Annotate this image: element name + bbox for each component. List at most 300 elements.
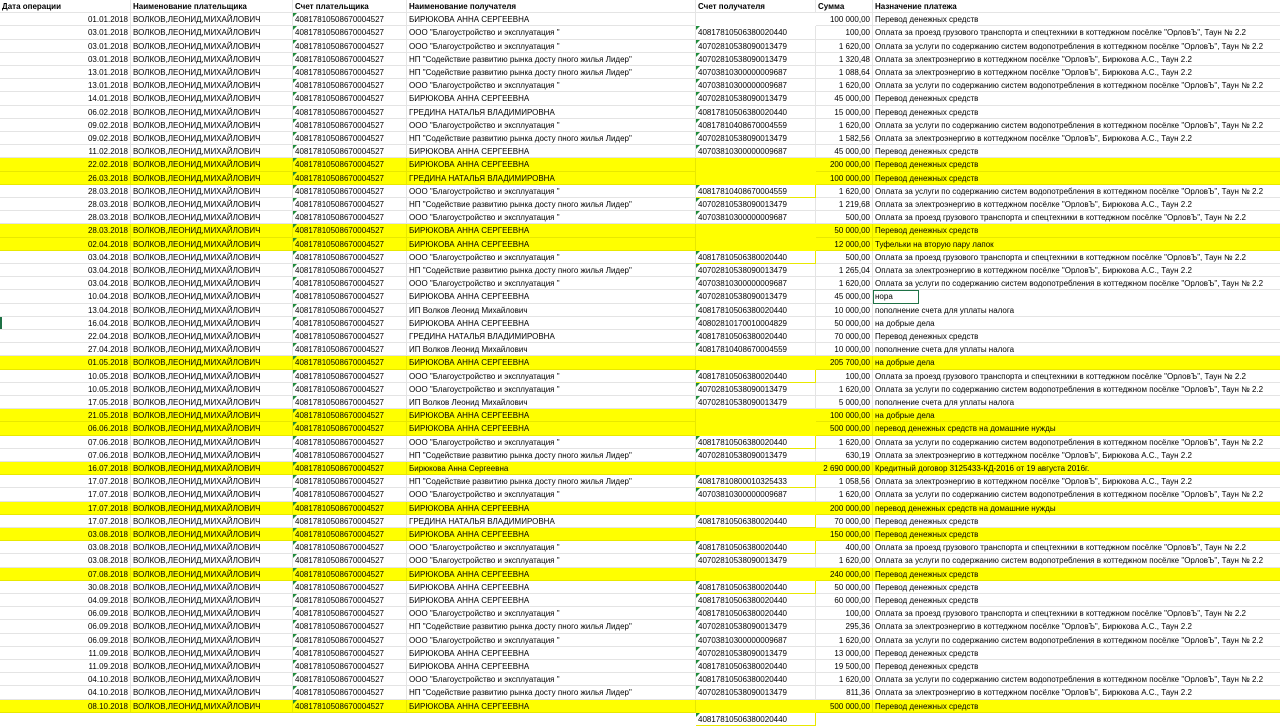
date-cell[interactable]: 01.01.2018 <box>0 13 131 26</box>
payer-name-cell[interactable]: ВОЛКОВ,ЛЕОНИД,МИХАЙЛОВИЧ <box>131 106 293 119</box>
payer-account-cell[interactable]: 40817810508670004527 <box>293 634 407 647</box>
amount-cell[interactable]: 500,00 <box>816 211 873 224</box>
payer-account-cell[interactable]: 40817810508670004527 <box>293 343 407 356</box>
payer-name-cell[interactable]: ВОЛКОВ,ЛЕОНИД,МИХАЙЛОВИЧ <box>131 370 293 383</box>
date-cell[interactable]: 13.01.2018 <box>0 66 131 79</box>
payer-name-cell[interactable]: ВОЛКОВ,ЛЕОНИД,МИХАЙЛОВИЧ <box>131 251 293 264</box>
recipient-account-cell[interactable]: 40702810538090013479 <box>696 290 816 303</box>
payer-name-cell[interactable]: ВОЛКОВ,ЛЕОНИД,МИХАЙЛОВИЧ <box>131 132 293 145</box>
recipient-account-cell[interactable]: 40817810506380020440 <box>696 660 816 673</box>
date-cell[interactable]: 08.10.2018 <box>0 700 131 713</box>
purpose-cell[interactable]: на добрые дела <box>873 409 1280 422</box>
payer-name-cell[interactable]: ВОЛКОВ,ЛЕОНИД,МИХАЙЛОВИЧ <box>131 343 293 356</box>
header-date[interactable]: Дата операции <box>0 0 131 13</box>
recipient-account-cell[interactable]: 40817810506380020440 <box>696 673 816 686</box>
header-amount[interactable]: Сумма <box>816 0 873 13</box>
amount-cell[interactable]: 500 000,00 <box>816 422 873 435</box>
recipient-name-cell[interactable]: НП "Содействие развитию рынка досту пного жилья Лидер" <box>407 53 696 66</box>
amount-cell[interactable]: 10 000,00 <box>816 304 873 317</box>
amount-cell[interactable]: 1 620,00 <box>816 673 873 686</box>
date-cell[interactable]: 03.01.2018 <box>0 26 131 39</box>
payer-name-cell[interactable]: ВОЛКОВ,ЛЕОНИД,МИХАЙЛОВИЧ <box>131 581 293 594</box>
recipient-name-cell[interactable]: ООО "Благоустройство и эксплуатация " <box>407 119 696 132</box>
recipient-name-cell[interactable]: НП "Содействие развитию рынка досту пного жилья Лидер" <box>407 620 696 633</box>
recipient-account-cell[interactable]: 40817810408670004559 <box>696 343 816 356</box>
recipient-account-cell[interactable]: 40817810506380020440 <box>696 370 816 383</box>
recipient-account-cell[interactable]: 40702810538090013479 <box>696 40 816 53</box>
amount-cell[interactable]: 1 620,00 <box>816 277 873 290</box>
amount-cell[interactable]: 1 620,00 <box>816 185 873 198</box>
amount-cell[interactable]: 1 620,00 <box>816 383 873 396</box>
recipient-account-cell[interactable]: 40817810800010325433 <box>696 475 816 488</box>
date-cell[interactable]: 03.08.2018 <box>0 528 131 541</box>
purpose-cell[interactable]: Оплата за проезд грузового транспорта и спецтехники в коттеджном посёлке "ОрловЪ", Таун № 2.2 <box>873 541 1280 554</box>
payer-account-cell[interactable]: 40817810508670004527 <box>293 462 407 475</box>
payer-name-cell[interactable]: ВОЛКОВ,ЛЕОНИД,МИХАЙЛОВИЧ <box>131 475 293 488</box>
recipient-name-cell[interactable]: ГРЕДИНА НАТАЛЬЯ ВЛАДИМИРОВНА <box>407 515 696 528</box>
recipient-name-cell[interactable]: НП "Содействие развитию рынка досту пного жилья Лидер" <box>407 198 696 211</box>
recipient-name-cell[interactable]: БИРЮКОВА АННА СЕРГЕЕВНА <box>407 356 696 369</box>
payer-name-cell[interactable]: ВОЛКОВ,ЛЕОНИД,МИХАЙЛОВИЧ <box>131 383 293 396</box>
recipient-name-cell[interactable]: ООО "Благоустройство и эксплуатация " <box>407 370 696 383</box>
purpose-cell[interactable]: пополнение счета для уплаты налога <box>873 343 1280 356</box>
payer-account-cell[interactable]: 40817810508670004527 <box>293 436 407 449</box>
payer-account-cell[interactable]: 40817810508670004527 <box>293 304 407 317</box>
payer-account-cell[interactable]: 40817810508670004527 <box>293 172 407 185</box>
payer-account-cell[interactable]: 40817810508670004527 <box>293 528 407 541</box>
purpose-cell[interactable]: Перевод денежных средств <box>873 647 1280 660</box>
amount-cell[interactable]: 100,00 <box>816 607 873 620</box>
payer-name-cell[interactable]: ВОЛКОВ,ЛЕОНИД,МИХАЙЛОВИЧ <box>131 277 293 290</box>
amount-cell[interactable]: 100 000,00 <box>816 13 873 26</box>
amount-cell[interactable]: 1 620,00 <box>816 119 873 132</box>
payer-account-cell[interactable]: 40817810508670004527 <box>293 198 407 211</box>
date-cell[interactable]: 13.01.2018 <box>0 79 131 92</box>
purpose-cell[interactable]: Оплата за электроэнергию в коттеджном посёлке "ОрловЪ", Бирюкова А.С., Таун 2.2 <box>873 449 1280 462</box>
recipient-name-cell[interactable]: БИРЮКОВА АННА СЕРГЕЕВНА <box>407 581 696 594</box>
purpose-cell[interactable]: Оплата за электроэнергию в коттеджном посёлке "ОрловЪ", Бирюкова А.С., Таун 2.2 <box>873 686 1280 699</box>
recipient-name-cell[interactable]: БИРЮКОВА АННА СЕРГЕЕВНА <box>407 660 696 673</box>
payer-account-cell[interactable]: 40817810508670004527 <box>293 647 407 660</box>
date-cell[interactable]: 04.10.2018 <box>0 686 131 699</box>
recipient-account-cell[interactable]: 40817810506380020440 <box>696 607 816 620</box>
purpose-cell[interactable]: Перевод денежных средств <box>873 92 1280 105</box>
date-cell[interactable]: 06.09.2018 <box>0 634 131 647</box>
payer-account-cell[interactable]: 40817810508670004527 <box>293 356 407 369</box>
purpose-cell[interactable]: Перевод денежных средств <box>873 224 1280 237</box>
amount-cell[interactable]: 400,00 <box>816 541 873 554</box>
recipient-name-cell[interactable]: БИРЮКОВА АННА СЕРГЕЕВНА <box>407 92 696 105</box>
payer-account-cell[interactable]: 40817810508670004527 <box>293 79 407 92</box>
recipient-account-cell[interactable]: 40702810538090013479 <box>696 449 816 462</box>
payer-name-cell[interactable]: ВОЛКОВ,ЛЕОНИД,МИХАЙЛОВИЧ <box>131 26 293 39</box>
purpose-cell[interactable]: Перевод денежных средств <box>873 515 1280 528</box>
recipient-name-cell[interactable]: ООО "Благоустройство и эксплуатация " <box>407 185 696 198</box>
payer-account-cell[interactable]: 40817810508670004527 <box>293 700 407 713</box>
recipient-account-cell[interactable]: 40702810538090013479 <box>696 554 816 567</box>
purpose-cell[interactable]: Перевод денежных средств <box>873 145 1280 158</box>
date-cell[interactable]: 09.02.2018 <box>0 132 131 145</box>
purpose-cell[interactable]: Оплата за электроэнергию в коттеджном посёлке "ОрловЪ", Бирюкова А.С., Таун 2.2 <box>873 132 1280 145</box>
recipient-account-cell[interactable]: 40703810300000009687 <box>696 79 816 92</box>
amount-cell[interactable]: 1 620,00 <box>816 79 873 92</box>
payer-name-cell[interactable]: ВОЛКОВ,ЛЕОНИД,МИХАЙЛОВИЧ <box>131 330 293 343</box>
date-cell[interactable]: 10.05.2018 <box>0 370 131 383</box>
payer-name-cell[interactable]: ВОЛКОВ,ЛЕОНИД,МИХАЙЛОВИЧ <box>131 515 293 528</box>
purpose-cell[interactable]: пополнение счета для уплаты налога <box>873 304 1280 317</box>
recipient-account-cell[interactable]: 40817810506380020440 <box>696 106 816 119</box>
payer-name-cell[interactable]: ВОЛКОВ,ЛЕОНИД,МИХАЙЛОВИЧ <box>131 119 293 132</box>
amount-cell[interactable]: 2 690 000,00 <box>816 462 873 475</box>
date-cell[interactable]: 11.09.2018 <box>0 660 131 673</box>
date-cell[interactable]: 03.04.2018 <box>0 264 131 277</box>
recipient-name-cell[interactable]: БИРЮКОВА АННА СЕРГЕЕВНА <box>407 409 696 422</box>
payer-account-cell[interactable]: 40817810508670004527 <box>293 224 407 237</box>
recipient-account-cell[interactable]: 40702810538090013479 <box>696 396 816 409</box>
recipient-name-cell[interactable]: НП "Содействие развитию рынка досту пного жилья Лидер" <box>407 686 696 699</box>
recipient-name-cell[interactable]: БИРЮКОВА АННА СЕРГЕЕВНА <box>407 700 696 713</box>
recipient-account-cell[interactable]: 40702810538090013479 <box>696 198 816 211</box>
payer-name-cell[interactable]: ВОЛКОВ,ЛЕОНИД,МИХАЙЛОВИЧ <box>131 172 293 185</box>
header-purpose[interactable]: Назначение платежа <box>873 0 1280 13</box>
date-cell[interactable]: 13.04.2018 <box>0 304 131 317</box>
payer-name-cell[interactable]: ВОЛКОВ,ЛЕОНИД,МИХАЙЛОВИЧ <box>131 647 293 660</box>
recipient-name-cell[interactable]: НП "Содействие развитию рынка досту пного жилья Лидер" <box>407 264 696 277</box>
payer-name-cell[interactable]: ВОЛКОВ,ЛЕОНИД,МИХАЙЛОВИЧ <box>131 568 293 581</box>
purpose-cell[interactable]: Оплата за услуги по содержанию систем водопотребления в коттеджном посёлке "ОрловЪ", Таун № 2.2 <box>873 383 1280 396</box>
payer-account-cell[interactable]: 40817810508670004527 <box>293 132 407 145</box>
payer-name-cell[interactable]: ВОЛКОВ,ЛЕОНИД,МИХАЙЛОВИЧ <box>131 436 293 449</box>
recipient-name-cell[interactable]: ООО "Благоустройство и эксплуатация " <box>407 26 696 39</box>
date-cell[interactable]: 26.03.2018 <box>0 172 131 185</box>
recipient-name-cell[interactable]: ООО "Благоустройство и эксплуатация " <box>407 554 696 567</box>
amount-cell[interactable]: 150 000,00 <box>816 528 873 541</box>
purpose-cell[interactable]: Оплата за электроэнергию в коттеджном посёлке "ОрловЪ", Бирюкова А.С., Таун 2.2 <box>873 620 1280 633</box>
payer-account-cell[interactable]: 40817810508670004527 <box>293 370 407 383</box>
recipient-account-cell[interactable]: 40702810538090013479 <box>696 647 816 660</box>
recipient-name-cell[interactable]: БИРЮКОВА АННА СЕРГЕЕВНА <box>407 224 696 237</box>
purpose-cell[interactable]: Оплата за услуги по содержанию систем водопотребления в коттеджном посёлке "ОрловЪ", Таун № 2.2 <box>873 185 1280 198</box>
recipient-account-cell[interactable]: 40817810506380020440 <box>696 581 816 594</box>
recipient-account-cell[interactable]: 40702810538090013479 <box>696 53 816 66</box>
recipient-name-cell[interactable]: ООО "Благоустройство и эксплуатация " <box>407 541 696 554</box>
payer-name-cell[interactable]: ВОЛКОВ,ЛЕОНИД,МИХАЙЛОВИЧ <box>131 541 293 554</box>
payer-account-cell[interactable]: 40817810508670004527 <box>293 488 407 501</box>
purpose-cell[interactable]: Оплата за проезд грузового транспорта и спецтехники в коттеджном посёлке "ОрловЪ", Таун № 2.2 <box>873 211 1280 224</box>
recipient-name-cell[interactable]: ООО "Благоустройство и эксплуатация " <box>407 607 696 620</box>
payer-account-cell[interactable]: 40817810508670004527 <box>293 251 407 264</box>
selected-cell[interactable]: нора <box>873 290 919 303</box>
recipient-name-cell[interactable]: НП "Содействие развитию рынка досту пного жилья Лидер" <box>407 475 696 488</box>
payer-name-cell[interactable]: ВОЛКОВ,ЛЕОНИД,МИХАЙЛОВИЧ <box>131 238 293 251</box>
recipient-account-cell[interactable]: 40703810300000009687 <box>696 634 816 647</box>
recipient-account-cell[interactable]: 40702810538090013479 <box>696 264 816 277</box>
amount-cell[interactable]: 100,00 <box>816 26 873 39</box>
recipient-account-cell[interactable]: 40703810300000009687 <box>696 488 816 501</box>
payer-name-cell[interactable]: ВОЛКОВ,ЛЕОНИД,МИХАЙЛОВИЧ <box>131 607 293 620</box>
date-cell[interactable]: 14.01.2018 <box>0 92 131 105</box>
header-payer-name[interactable]: Наименование плательщика <box>131 0 293 13</box>
purpose-cell[interactable]: перевод денежных средств на домашние нужды <box>873 422 1280 435</box>
amount-cell[interactable]: 70 000,00 <box>816 330 873 343</box>
purpose-cell[interactable]: Оплата за услуги по содержанию систем водопотребления в коттеджном посёлке "ОрловЪ", Таун № 2.2 <box>873 488 1280 501</box>
recipient-account-cell[interactable]: 40702810538090013479 <box>696 92 816 105</box>
payer-name-cell[interactable]: ВОЛКОВ,ЛЕОНИД,МИХАЙЛОВИЧ <box>131 620 293 633</box>
purpose-cell[interactable]: Оплата за услуги по содержанию систем водопотребления в коттеджном посёлке "ОрловЪ", Таун № 2.2 <box>873 673 1280 686</box>
payer-name-cell[interactable]: ВОЛКОВ,ЛЕОНИД,МИХАЙЛОВИЧ <box>131 356 293 369</box>
payer-account-cell[interactable]: 40817810508670004527 <box>293 119 407 132</box>
recipient-account-cell[interactable]: 40817810506380020440 <box>696 304 816 317</box>
recipient-name-cell[interactable]: БИРЮКОВА АННА СЕРГЕЕВНА <box>407 290 696 303</box>
payer-account-cell[interactable]: 40817810508670004527 <box>293 660 407 673</box>
amount-cell[interactable]: 1 620,00 <box>816 40 873 53</box>
date-cell[interactable]: 06.09.2018 <box>0 607 131 620</box>
amount-cell[interactable]: 1 058,56 <box>816 475 873 488</box>
purpose-cell[interactable]: Перевод денежных средств <box>873 172 1280 185</box>
purpose-cell[interactable]: Оплата за услуги по содержанию систем водопотребления в коттеджном посёлке "ОрловЪ", Таун № 2.2 <box>873 436 1280 449</box>
purpose-cell[interactable]: Перевод денежных средств <box>873 568 1280 581</box>
payer-name-cell[interactable]: ВОЛКОВ,ЛЕОНИД,МИХАЙЛОВИЧ <box>131 449 293 462</box>
date-cell[interactable]: 22.02.2018 <box>0 158 131 171</box>
payer-name-cell[interactable]: ВОЛКОВ,ЛЕОНИД,МИХАЙЛОВИЧ <box>131 53 293 66</box>
payer-name-cell[interactable]: ВОЛКОВ,ЛЕОНИД,МИХАЙЛОВИЧ <box>131 502 293 515</box>
recipient-account-cell[interactable]: 40817810408670004559 <box>696 185 816 198</box>
date-cell[interactable]: 10.05.2018 <box>0 383 131 396</box>
purpose-cell[interactable]: Перевод денежных средств <box>873 330 1280 343</box>
date-cell[interactable]: 27.04.2018 <box>0 343 131 356</box>
amount-cell[interactable]: 1 620,00 <box>816 488 873 501</box>
payer-account-cell[interactable]: 40817810508670004527 <box>293 686 407 699</box>
payer-name-cell[interactable]: ВОЛКОВ,ЛЕОНИД,МИХАЙЛОВИЧ <box>131 145 293 158</box>
date-cell[interactable]: 07.06.2018 <box>0 436 131 449</box>
recipient-account-cell[interactable]: 40817810506380020440 <box>696 594 816 607</box>
recipient-account-cell[interactable]: 40802810170010004829 <box>696 317 816 330</box>
amount-cell[interactable]: 1 620,00 <box>816 634 873 647</box>
payer-account-cell[interactable]: 40817810508670004527 <box>293 277 407 290</box>
date-cell[interactable]: 02.04.2018 <box>0 238 131 251</box>
purpose-cell[interactable]: Оплата за проезд грузового транспорта и спецтехники в коттеджном посёлке "ОрловЪ", Таун № 2.2 <box>873 607 1280 620</box>
recipient-name-cell[interactable]: ООО "Благоустройство и эксплуатация " <box>407 211 696 224</box>
recipient-name-cell[interactable]: ООО "Благоустройство и эксплуатация " <box>407 251 696 264</box>
amount-cell[interactable]: 45 000,00 <box>816 290 873 303</box>
amount-cell[interactable]: 500 000,00 <box>816 700 873 713</box>
date-cell[interactable]: 03.04.2018 <box>0 251 131 264</box>
amount-cell[interactable]: 13 000,00 <box>816 647 873 660</box>
payer-name-cell[interactable]: ВОЛКОВ,ЛЕОНИД,МИХАЙЛОВИЧ <box>131 290 293 303</box>
payer-name-cell[interactable]: ВОЛКОВ,ЛЕОНИД,МИХАЙЛОВИЧ <box>131 304 293 317</box>
date-cell[interactable]: 03.01.2018 <box>0 53 131 66</box>
recipient-name-cell[interactable]: ООО "Благоустройство и эксплуатация " <box>407 634 696 647</box>
date-cell[interactable]: 17.07.2018 <box>0 475 131 488</box>
recipient-name-cell[interactable]: ООО "Благоустройство и эксплуатация " <box>407 673 696 686</box>
amount-cell[interactable]: 5 000,00 <box>816 396 873 409</box>
payer-account-cell[interactable]: 40817810508670004527 <box>293 66 407 79</box>
amount-cell[interactable]: 100,00 <box>816 370 873 383</box>
purpose-cell[interactable]: Оплата за электроэнергию в коттеджном посёлке "ОрловЪ", Бирюкова А.С., Таун 2.2 <box>873 198 1280 211</box>
payer-name-cell[interactable]: ВОЛКОВ,ЛЕОНИД,МИХАЙЛОВИЧ <box>131 317 293 330</box>
date-cell[interactable]: 03.01.2018 <box>0 40 131 53</box>
payer-name-cell[interactable]: ВОЛКОВ,ЛЕОНИД,МИХАЙЛОВИЧ <box>131 634 293 647</box>
recipient-account-cell[interactable]: 40817810506380020440 <box>696 26 816 39</box>
date-cell[interactable]: 09.02.2018 <box>0 119 131 132</box>
payer-account-cell[interactable]: 40817810508670004527 <box>293 541 407 554</box>
recipient-name-cell[interactable]: ГРЕДИНА НАТАЛЬЯ ВЛАДИМИРОВНА <box>407 330 696 343</box>
amount-cell[interactable]: 45 000,00 <box>816 92 873 105</box>
payer-account-cell[interactable]: 40817810508670004527 <box>293 317 407 330</box>
amount-cell[interactable]: 205 700,00 <box>816 356 873 369</box>
purpose-cell[interactable]: Перевод денежных средств <box>873 581 1280 594</box>
recipient-name-cell[interactable]: БИРЮКОВА АННА СЕРГЕЕВНА <box>407 594 696 607</box>
recipient-account-cell[interactable]: 40703810300000009687 <box>696 145 816 158</box>
date-cell[interactable]: 06.06.2018 <box>0 422 131 435</box>
date-cell[interactable]: 10.04.2018 <box>0 290 131 303</box>
purpose-cell[interactable]: Кредитный договор 3125433-КД-2016 от 19 августа 2016г. <box>873 462 1280 475</box>
payer-account-cell[interactable]: 40817810508670004527 <box>293 515 407 528</box>
payer-name-cell[interactable]: ВОЛКОВ,ЛЕОНИД,МИХАЙЛОВИЧ <box>131 554 293 567</box>
recipient-account-cell[interactable]: 40817810506380020440 <box>696 515 816 528</box>
amount-cell[interactable]: 811,36 <box>816 686 873 699</box>
amount-cell[interactable]: 240 000,00 <box>816 568 873 581</box>
payer-account-cell[interactable]: 40817810508670004527 <box>293 92 407 105</box>
date-cell[interactable]: 03.04.2018 <box>0 277 131 290</box>
purpose-cell[interactable]: Оплата за услуги по содержанию систем водопотребления в коттеджном посёлке "ОрловЪ", Таун № 2.2 <box>873 634 1280 647</box>
payer-name-cell[interactable]: ВОЛКОВ,ЛЕОНИД,МИХАЙЛОВИЧ <box>131 40 293 53</box>
date-cell[interactable]: 07.06.2018 <box>0 449 131 462</box>
date-cell[interactable]: 03.08.2018 <box>0 554 131 567</box>
purpose-cell[interactable]: Оплата за услуги по содержанию систем водопотребления в коттеджном посёлке "ОрловЪ", Таун № 2.2 <box>873 79 1280 92</box>
recipient-name-cell[interactable]: ООО "Благоустройство и эксплуатация " <box>407 79 696 92</box>
amount-cell[interactable]: 200 000,00 <box>816 502 873 515</box>
amount-cell[interactable]: 100 000,00 <box>816 172 873 185</box>
recipient-name-cell[interactable]: ООО "Благоустройство и эксплуатация " <box>407 277 696 290</box>
purpose-cell[interactable]: Перевод денежных средств <box>873 528 1280 541</box>
payer-account-cell[interactable]: 40817810508670004527 <box>293 502 407 515</box>
purpose-cell[interactable]: Перевод денежных средств <box>873 158 1280 171</box>
purpose-cell[interactable]: Оплата за электроэнергию в коттеджном посёлке "ОрловЪ", Бирюкова А.С., Таун 2.2 <box>873 475 1280 488</box>
recipient-name-cell[interactable]: ООО "Благоустройство и эксплуатация " <box>407 383 696 396</box>
payer-name-cell[interactable]: ВОЛКОВ,ЛЕОНИД,МИХАЙЛОВИЧ <box>131 198 293 211</box>
payer-account-cell[interactable]: 40817810508670004527 <box>293 620 407 633</box>
payer-account-cell[interactable]: 40817810508670004527 <box>293 594 407 607</box>
payer-account-cell[interactable]: 40817810508670004527 <box>293 26 407 39</box>
purpose-cell[interactable]: на добрые дела <box>873 356 1280 369</box>
purpose-cell[interactable]: пополнение счета для уплаты налога <box>873 396 1280 409</box>
purpose-cell[interactable]: Перевод денежных средств <box>873 13 1280 26</box>
date-cell[interactable]: 22.04.2018 <box>0 330 131 343</box>
payer-account-cell[interactable]: 40817810508670004527 <box>293 673 407 686</box>
date-cell[interactable]: 06.09.2018 <box>0 620 131 633</box>
recipient-account-cell[interactable]: 40702810538090013479 <box>696 132 816 145</box>
payer-name-cell[interactable]: ВОЛКОВ,ЛЕОНИД,МИХАЙЛОВИЧ <box>131 92 293 105</box>
purpose-cell[interactable]: Перевод денежных средств <box>873 660 1280 673</box>
date-cell[interactable]: 17.07.2018 <box>0 502 131 515</box>
payer-account-cell[interactable]: 40817810508670004527 <box>293 53 407 66</box>
payer-name-cell[interactable]: ВОЛКОВ,ЛЕОНИД,МИХАЙЛОВИЧ <box>131 528 293 541</box>
payer-account-cell[interactable]: 40817810508670004527 <box>293 211 407 224</box>
recipient-name-cell[interactable]: ООО "Благоустройство и эксплуатация " <box>407 40 696 53</box>
recipient-account-cell[interactable]: 40702810538090013479 <box>696 620 816 633</box>
amount-cell[interactable]: 1 088,64 <box>816 66 873 79</box>
recipient-account-cell[interactable]: 40817810506380020440 <box>696 330 816 343</box>
date-cell[interactable]: 04.10.2018 <box>0 673 131 686</box>
payer-name-cell[interactable]: ВОЛКОВ,ЛЕОНИД,МИХАЙЛОВИЧ <box>131 422 293 435</box>
payer-name-cell[interactable]: ВОЛКОВ,ЛЕОНИД,МИХАЙЛОВИЧ <box>131 660 293 673</box>
recipient-account-cell[interactable]: 40703810300000009687 <box>696 277 816 290</box>
payer-name-cell[interactable]: ВОЛКОВ,ЛЕОНИД,МИХАЙЛОВИЧ <box>131 13 293 26</box>
purpose-cell[interactable]: Перевод денежных средств <box>873 594 1280 607</box>
payer-account-cell[interactable]: 40817810508670004527 <box>293 185 407 198</box>
amount-cell[interactable]: 1 582,56 <box>816 132 873 145</box>
recipient-name-cell[interactable]: БИРЮКОВА АННА СЕРГЕЕВНА <box>407 158 696 171</box>
payer-name-cell[interactable]: ВОЛКОВ,ЛЕОНИД,МИХАЙЛОВИЧ <box>131 488 293 501</box>
payer-name-cell[interactable]: ВОЛКОВ,ЛЕОНИД,МИХАЙЛОВИЧ <box>131 79 293 92</box>
purpose-cell[interactable]: Оплата за услуги по содержанию систем водопотребления в коттеджном посёлке "ОрловЪ", Таун № 2.2 <box>873 277 1280 290</box>
date-cell[interactable]: 30.08.2018 <box>0 581 131 594</box>
date-cell[interactable]: 16.04.2018 <box>0 317 131 330</box>
amount-cell[interactable]: 1 620,00 <box>816 436 873 449</box>
recipient-account-cell[interactable]: 40817810408670004559 <box>696 119 816 132</box>
recipient-account-cell[interactable]: 40817810506380020440 <box>696 251 816 264</box>
amount-cell[interactable]: 1 265,04 <box>816 264 873 277</box>
payer-account-cell[interactable]: 40817810508670004527 <box>293 475 407 488</box>
amount-cell[interactable]: 1 620,00 <box>816 554 873 567</box>
payer-account-cell[interactable]: 40817810508670004527 <box>293 554 407 567</box>
date-cell[interactable]: 17.07.2018 <box>0 515 131 528</box>
payer-account-cell[interactable]: 40817810508670004527 <box>293 106 407 119</box>
amount-cell[interactable]: 50 000,00 <box>816 224 873 237</box>
date-cell[interactable]: 17.07.2018 <box>0 488 131 501</box>
date-cell[interactable]: 28.03.2018 <box>0 185 131 198</box>
payer-account-cell[interactable]: 40817810508670004527 <box>293 238 407 251</box>
purpose-cell[interactable]: Оплата за электроэнергию в коттеджном посёлке "ОрловЪ", Бирюкова А.С., Таун 2.2 <box>873 53 1280 66</box>
recipient-name-cell[interactable]: ИП Волков Леонид Михайлович <box>407 304 696 317</box>
amount-cell[interactable]: 10 000,00 <box>816 343 873 356</box>
payer-name-cell[interactable]: ВОЛКОВ,ЛЕОНИД,МИХАЙЛОВИЧ <box>131 211 293 224</box>
purpose-cell[interactable]: Оплата за услуги по содержанию систем водопотребления в коттеджном посёлке "ОрловЪ", Таун № 2.2 <box>873 554 1280 567</box>
purpose-cell[interactable]: на добрые дела <box>873 317 1280 330</box>
amount-cell[interactable]: 500,00 <box>816 251 873 264</box>
date-cell[interactable]: 17.05.2018 <box>0 396 131 409</box>
purpose-cell[interactable]: Перевод денежных средств <box>873 106 1280 119</box>
date-cell[interactable]: 28.03.2018 <box>0 198 131 211</box>
purpose-cell[interactable]: Оплата за услуги по содержанию систем водопотребления в коттеджном посёлке "ОрловЪ", Таун № 2.2 <box>873 119 1280 132</box>
amount-cell[interactable]: 15 000,00 <box>816 106 873 119</box>
date-cell[interactable]: 11.02.2018 <box>0 145 131 158</box>
payer-account-cell[interactable]: 40817810508670004527 <box>293 264 407 277</box>
amount-cell[interactable]: 295,36 <box>816 620 873 633</box>
amount-cell[interactable]: 60 000,00 <box>816 594 873 607</box>
purpose-cell[interactable]: Оплата за проезд грузового транспорта и спецтехники в коттеджном посёлке "ОрловЪ", Таун № 2.2 <box>873 370 1280 383</box>
amount-cell[interactable]: 45 000,00 <box>816 145 873 158</box>
date-cell[interactable]: 03.08.2018 <box>0 541 131 554</box>
recipient-name-cell[interactable]: ООО "Благоустройство и эксплуатация " <box>407 488 696 501</box>
header-payer-account[interactable]: Счет плательщика <box>293 0 407 13</box>
payer-account-cell[interactable]: 40817810508670004527 <box>293 409 407 422</box>
payer-account-cell[interactable]: 40817810508670004527 <box>293 581 407 594</box>
payer-name-cell[interactable]: ВОЛКОВ,ЛЕОНИД,МИХАЙЛОВИЧ <box>131 224 293 237</box>
date-cell[interactable]: 04.09.2018 <box>0 594 131 607</box>
payer-account-cell[interactable]: 40817810508670004527 <box>293 396 407 409</box>
recipient-name-cell[interactable]: НП "Содействие развитию рынка досту пного жилья Лидер" <box>407 132 696 145</box>
payer-account-cell[interactable]: 40817810508670004527 <box>293 607 407 620</box>
date-cell[interactable]: 06.02.2018 <box>0 106 131 119</box>
payer-account-cell[interactable]: 40817810508670004527 <box>293 422 407 435</box>
payer-account-cell[interactable]: 40817810508670004527 <box>293 13 407 26</box>
purpose-cell[interactable]: Оплата за проезд грузового транспорта и спецтехники в коттеджном посёлке "ОрловЪ", Таун № 2.2 <box>873 26 1280 39</box>
payer-name-cell[interactable]: ВОЛКОВ,ЛЕОНИД,МИХАЙЛОВИЧ <box>131 409 293 422</box>
amount-cell[interactable]: 100 000,00 <box>816 409 873 422</box>
recipient-name-cell[interactable]: БИРЮКОВА АННА СЕРГЕЕВНА <box>407 317 696 330</box>
